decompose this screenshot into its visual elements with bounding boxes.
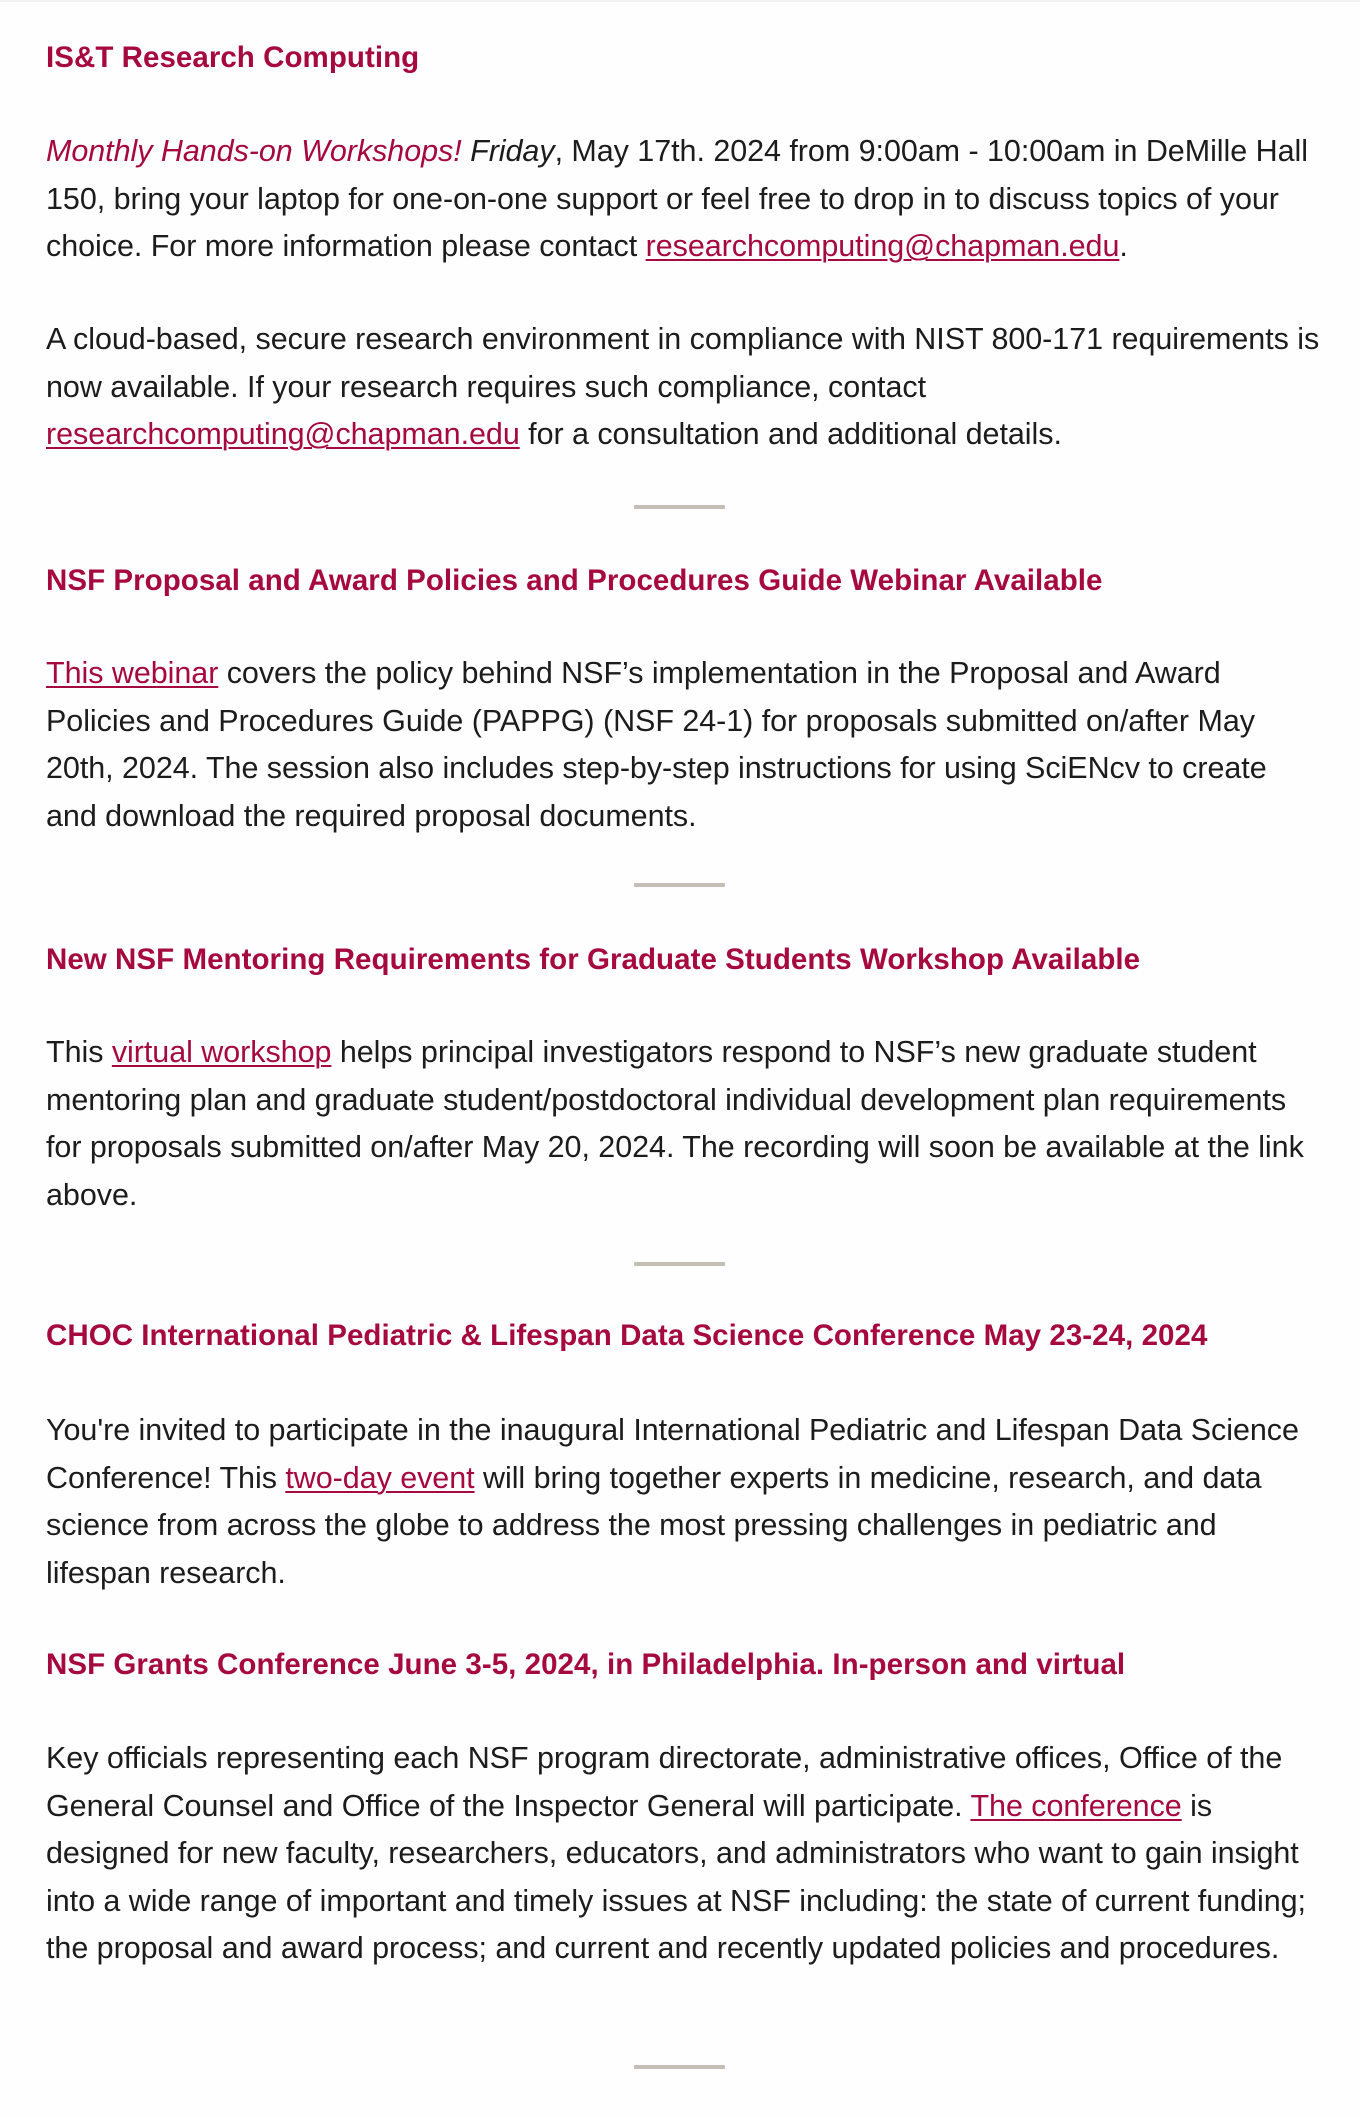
secure-environment-text: A cloud-based, secure research environment in compliance with NIST 800-171 requirements is now available. If your research requires such compliance, contact	[46, 322, 1320, 404]
grants-details-text: is designed for new faculty, researchers, educators, and administrators who want to gain insight into a wide range of important and timely issues at NSF including: the state of current funding; the proposal and award process; and current and recently updated policies and procedures.	[46, 1788, 1306, 1965]
pappg-details-text: covers the policy behind NSF’s implementation in the Proposal and Award Policies and Procedures Guide (PAPPG) (NSF 24-1) for proposals submitted on/after May 20th, 2024. The session also includes step-by-step instructions for using SciENcv to create and download the required proposal documents.	[46, 656, 1267, 833]
mentoring-details-text: helps principal investigators respond to NSF’s new graduate student mentoring plan and graduate student/postdoctoral individual development plan requirements for proposals submitted on/after May 20, 2024. The recording will soon be available at the link above.	[46, 1035, 1304, 1212]
grants-lead-text: Key officials representing each NSF program directorate, administrative offices, Office of the General Counsel and Office of the Inspector General will participate.	[46, 1741, 1283, 1823]
section-divider	[634, 1262, 725, 1266]
choc-conference-paragraph	[46, 1407, 1321, 1597]
section-heading-choc-conference: CHOC International Pediatric & Lifespan Data Science Conference May 23-24, 2024	[46, 1319, 1208, 1352]
virtual-workshop-link[interactable]: virtual workshop	[111, 1035, 332, 1069]
section-divider	[634, 505, 725, 509]
mentoring-workshop-paragraph	[46, 1029, 1321, 1219]
webinar-link[interactable]: This webinar	[46, 656, 219, 690]
two-day-event-link[interactable]: two-day event	[285, 1460, 475, 1495]
pappg-webinar-paragraph	[46, 650, 1321, 840]
section-heading-mentoring-workshop: New NSF Mentoring Requirements for Graduate Students Workshop Available	[46, 943, 1141, 976]
research-computing-email-link-2[interactable]: researchcomputing@chapman.edu	[46, 417, 520, 451]
the-conference-link[interactable]: The conference	[970, 1788, 1182, 1823]
mentoring-lead-text: This	[46, 1035, 112, 1069]
workshops-details-text: , May 17th. 2024 from 9:00am - 10:00am in DeMille Hall 150, bring your laptop for one-on-one support or feel free to drop in to discuss topics of your choice. For more information please contact	[46, 134, 1308, 263]
research-computing-email-link[interactable]: researchcomputing@chapman.edu	[645, 229, 1120, 263]
section-heading-nsf-grants-conference: NSF Grants Conference June 3-5, 2024, in Philadelphia. In-person and virtual	[46, 1648, 1126, 1681]
secure-environment-end-text: for a consultation and additional details.	[519, 417, 1062, 451]
choc-details-text: will bring together experts in medicine, research, and data science from across the globe to address the most pressing challenges in pediatric and lifespan research.	[46, 1460, 1262, 1590]
section-divider	[634, 2065, 725, 2069]
nsf-grants-conference-paragraph	[46, 1735, 1321, 1973]
section-divider	[634, 883, 725, 887]
workshop-day: Friday	[470, 134, 555, 168]
secure-environment-paragraph	[46, 316, 1321, 459]
choc-lead-text: You're invited to participate in the inaugural International Pediatric and Lifespan Data Science Conference! This	[46, 1413, 1299, 1495]
workshops-paragraph	[46, 128, 1321, 271]
workshops-end-text: .	[1119, 229, 1128, 263]
section-heading-pappg-webinar: NSF Proposal and Award Policies and Procedures Guide Webinar Available	[46, 564, 1103, 597]
workshops-title: Monthly Hands-on Workshops!	[46, 134, 462, 168]
section-heading-research-computing: IS&T Research Computing	[46, 41, 420, 74]
